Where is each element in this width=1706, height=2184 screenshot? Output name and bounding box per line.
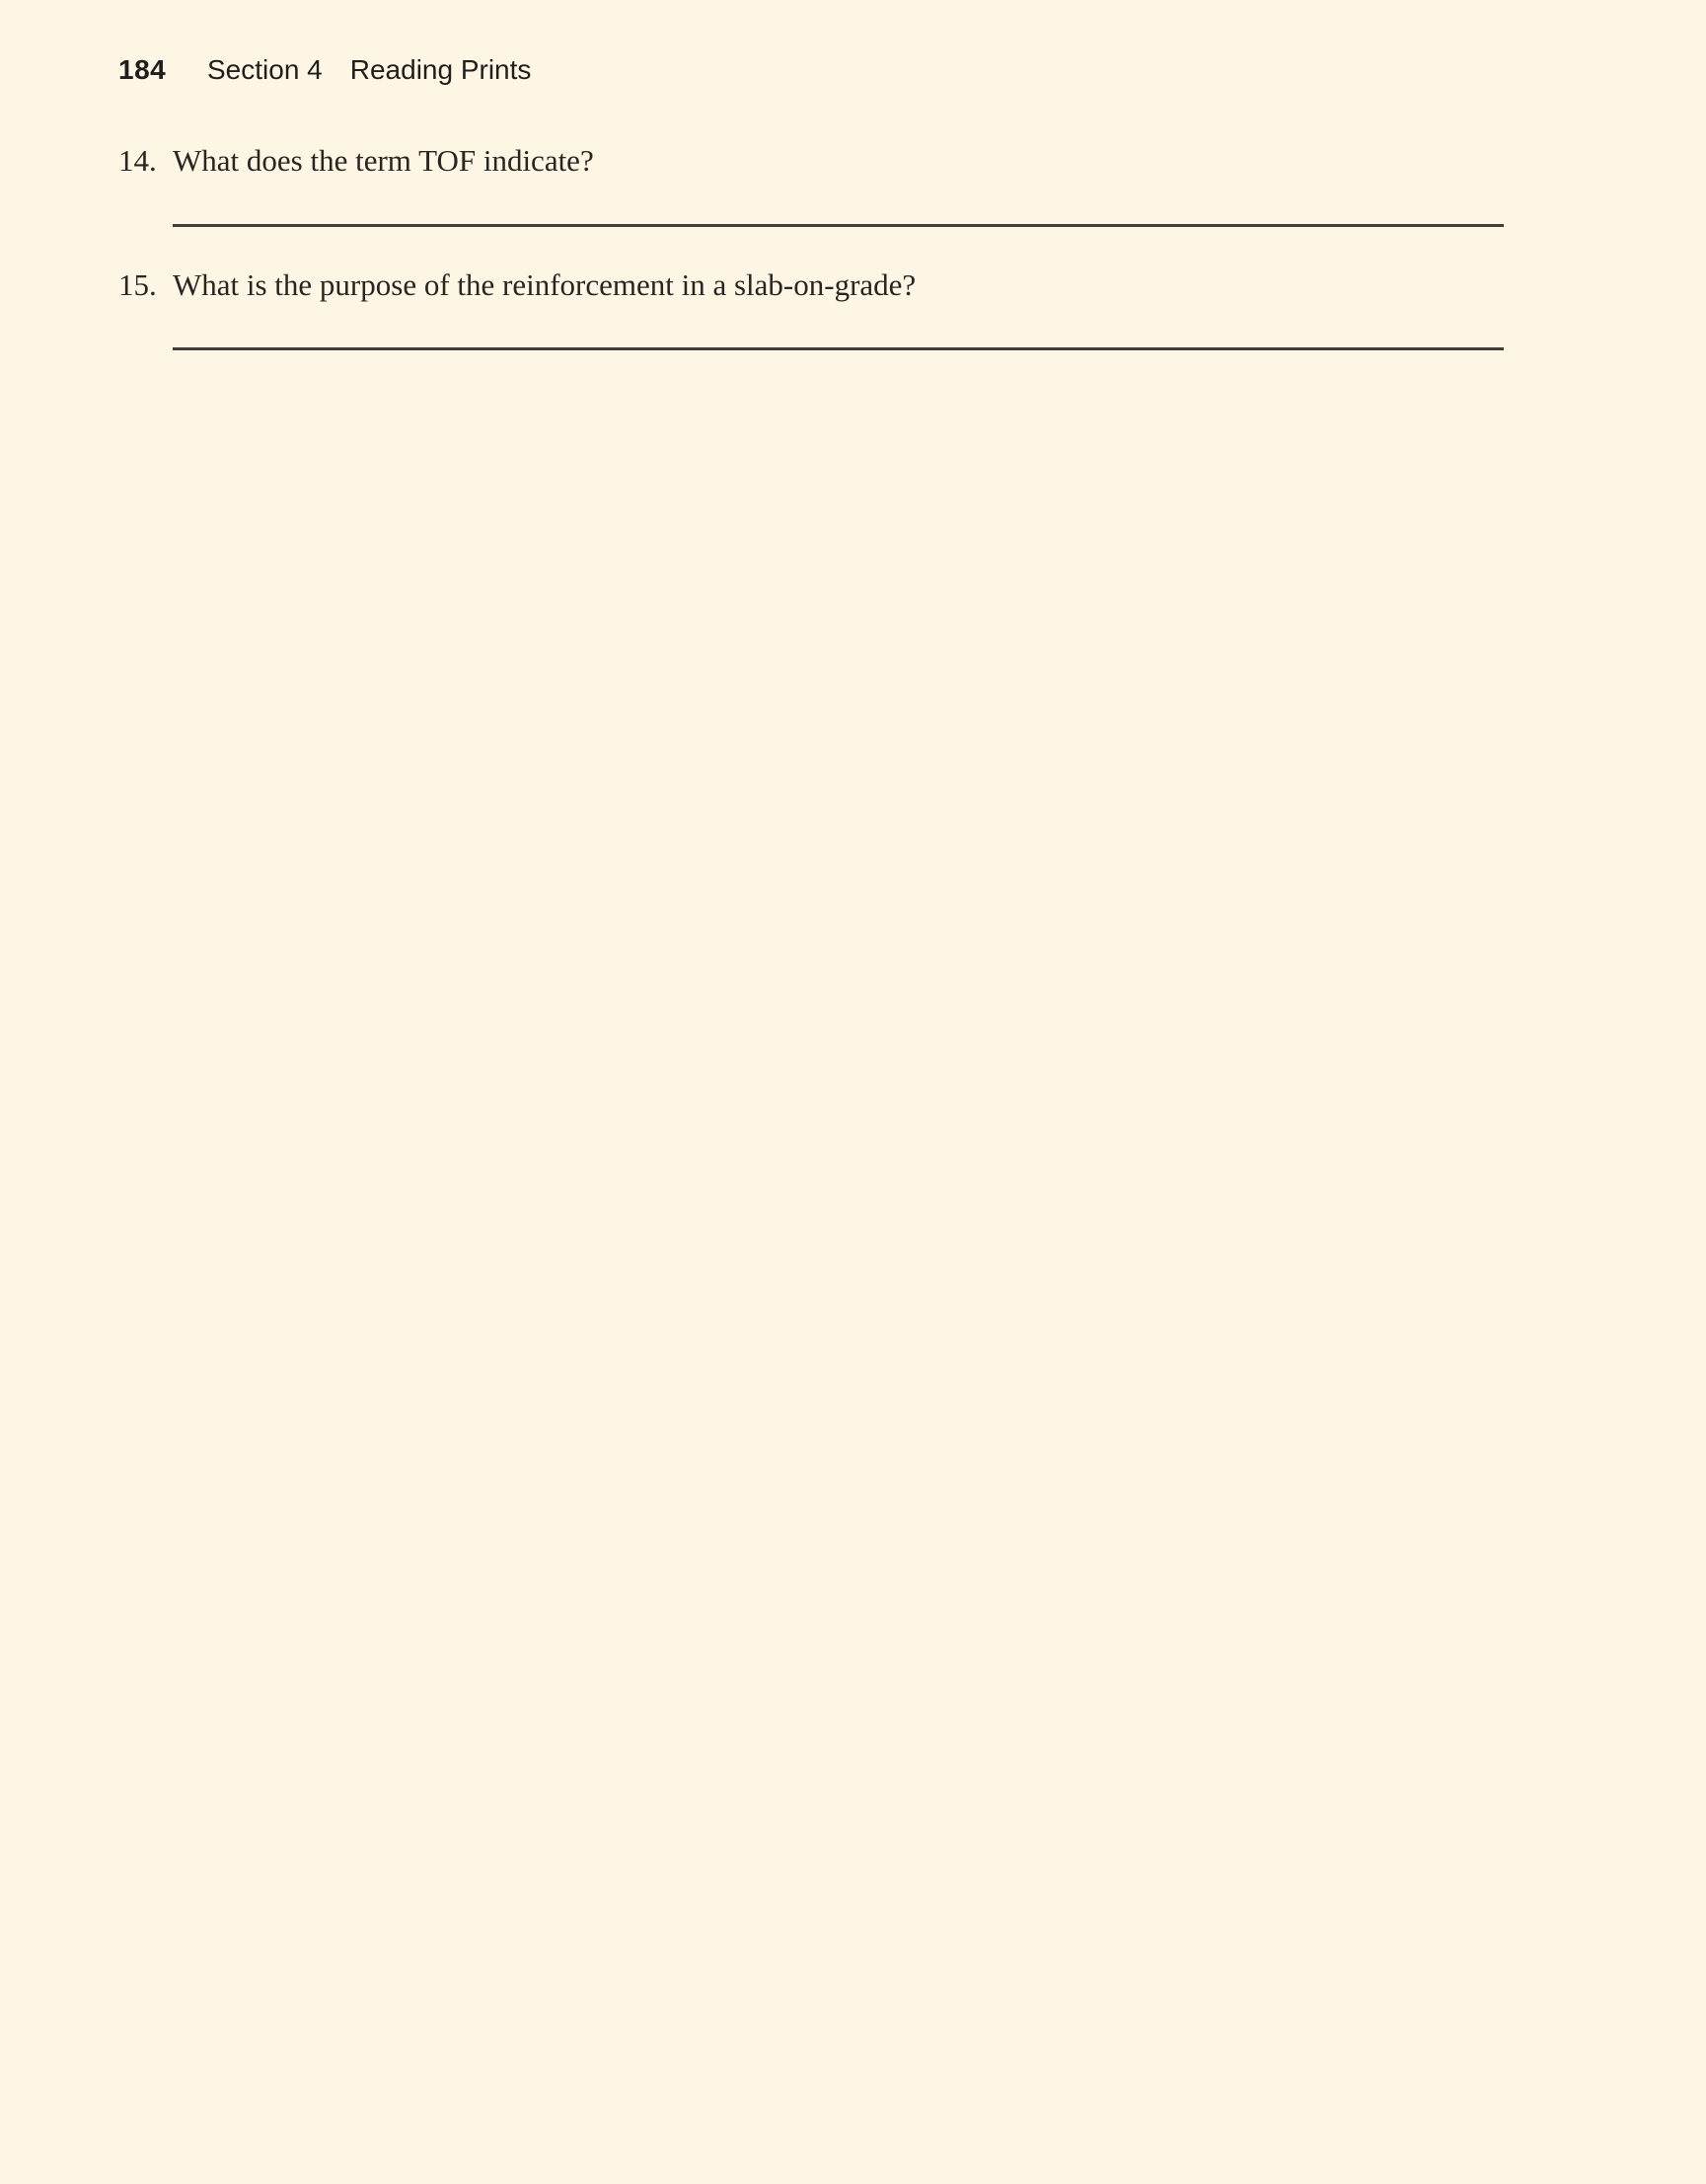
page-number: 184 xyxy=(118,54,167,85)
question-14-number: 14. xyxy=(118,143,157,178)
question-14-answer-line xyxy=(173,224,1504,227)
page-header xyxy=(118,55,531,85)
section-title: Reading Prints xyxy=(349,54,532,85)
question-14-text: What does the term TOF indicate? xyxy=(173,143,594,178)
section-label: Section 4 xyxy=(207,54,323,85)
question-15-answer-line xyxy=(173,347,1504,350)
question-15-text: What is the purpose of the reinforcement in a slab-on-grade? xyxy=(173,267,917,302)
question-14 xyxy=(118,142,594,180)
question-15-number: 15. xyxy=(118,267,157,302)
question-15 xyxy=(118,266,916,304)
